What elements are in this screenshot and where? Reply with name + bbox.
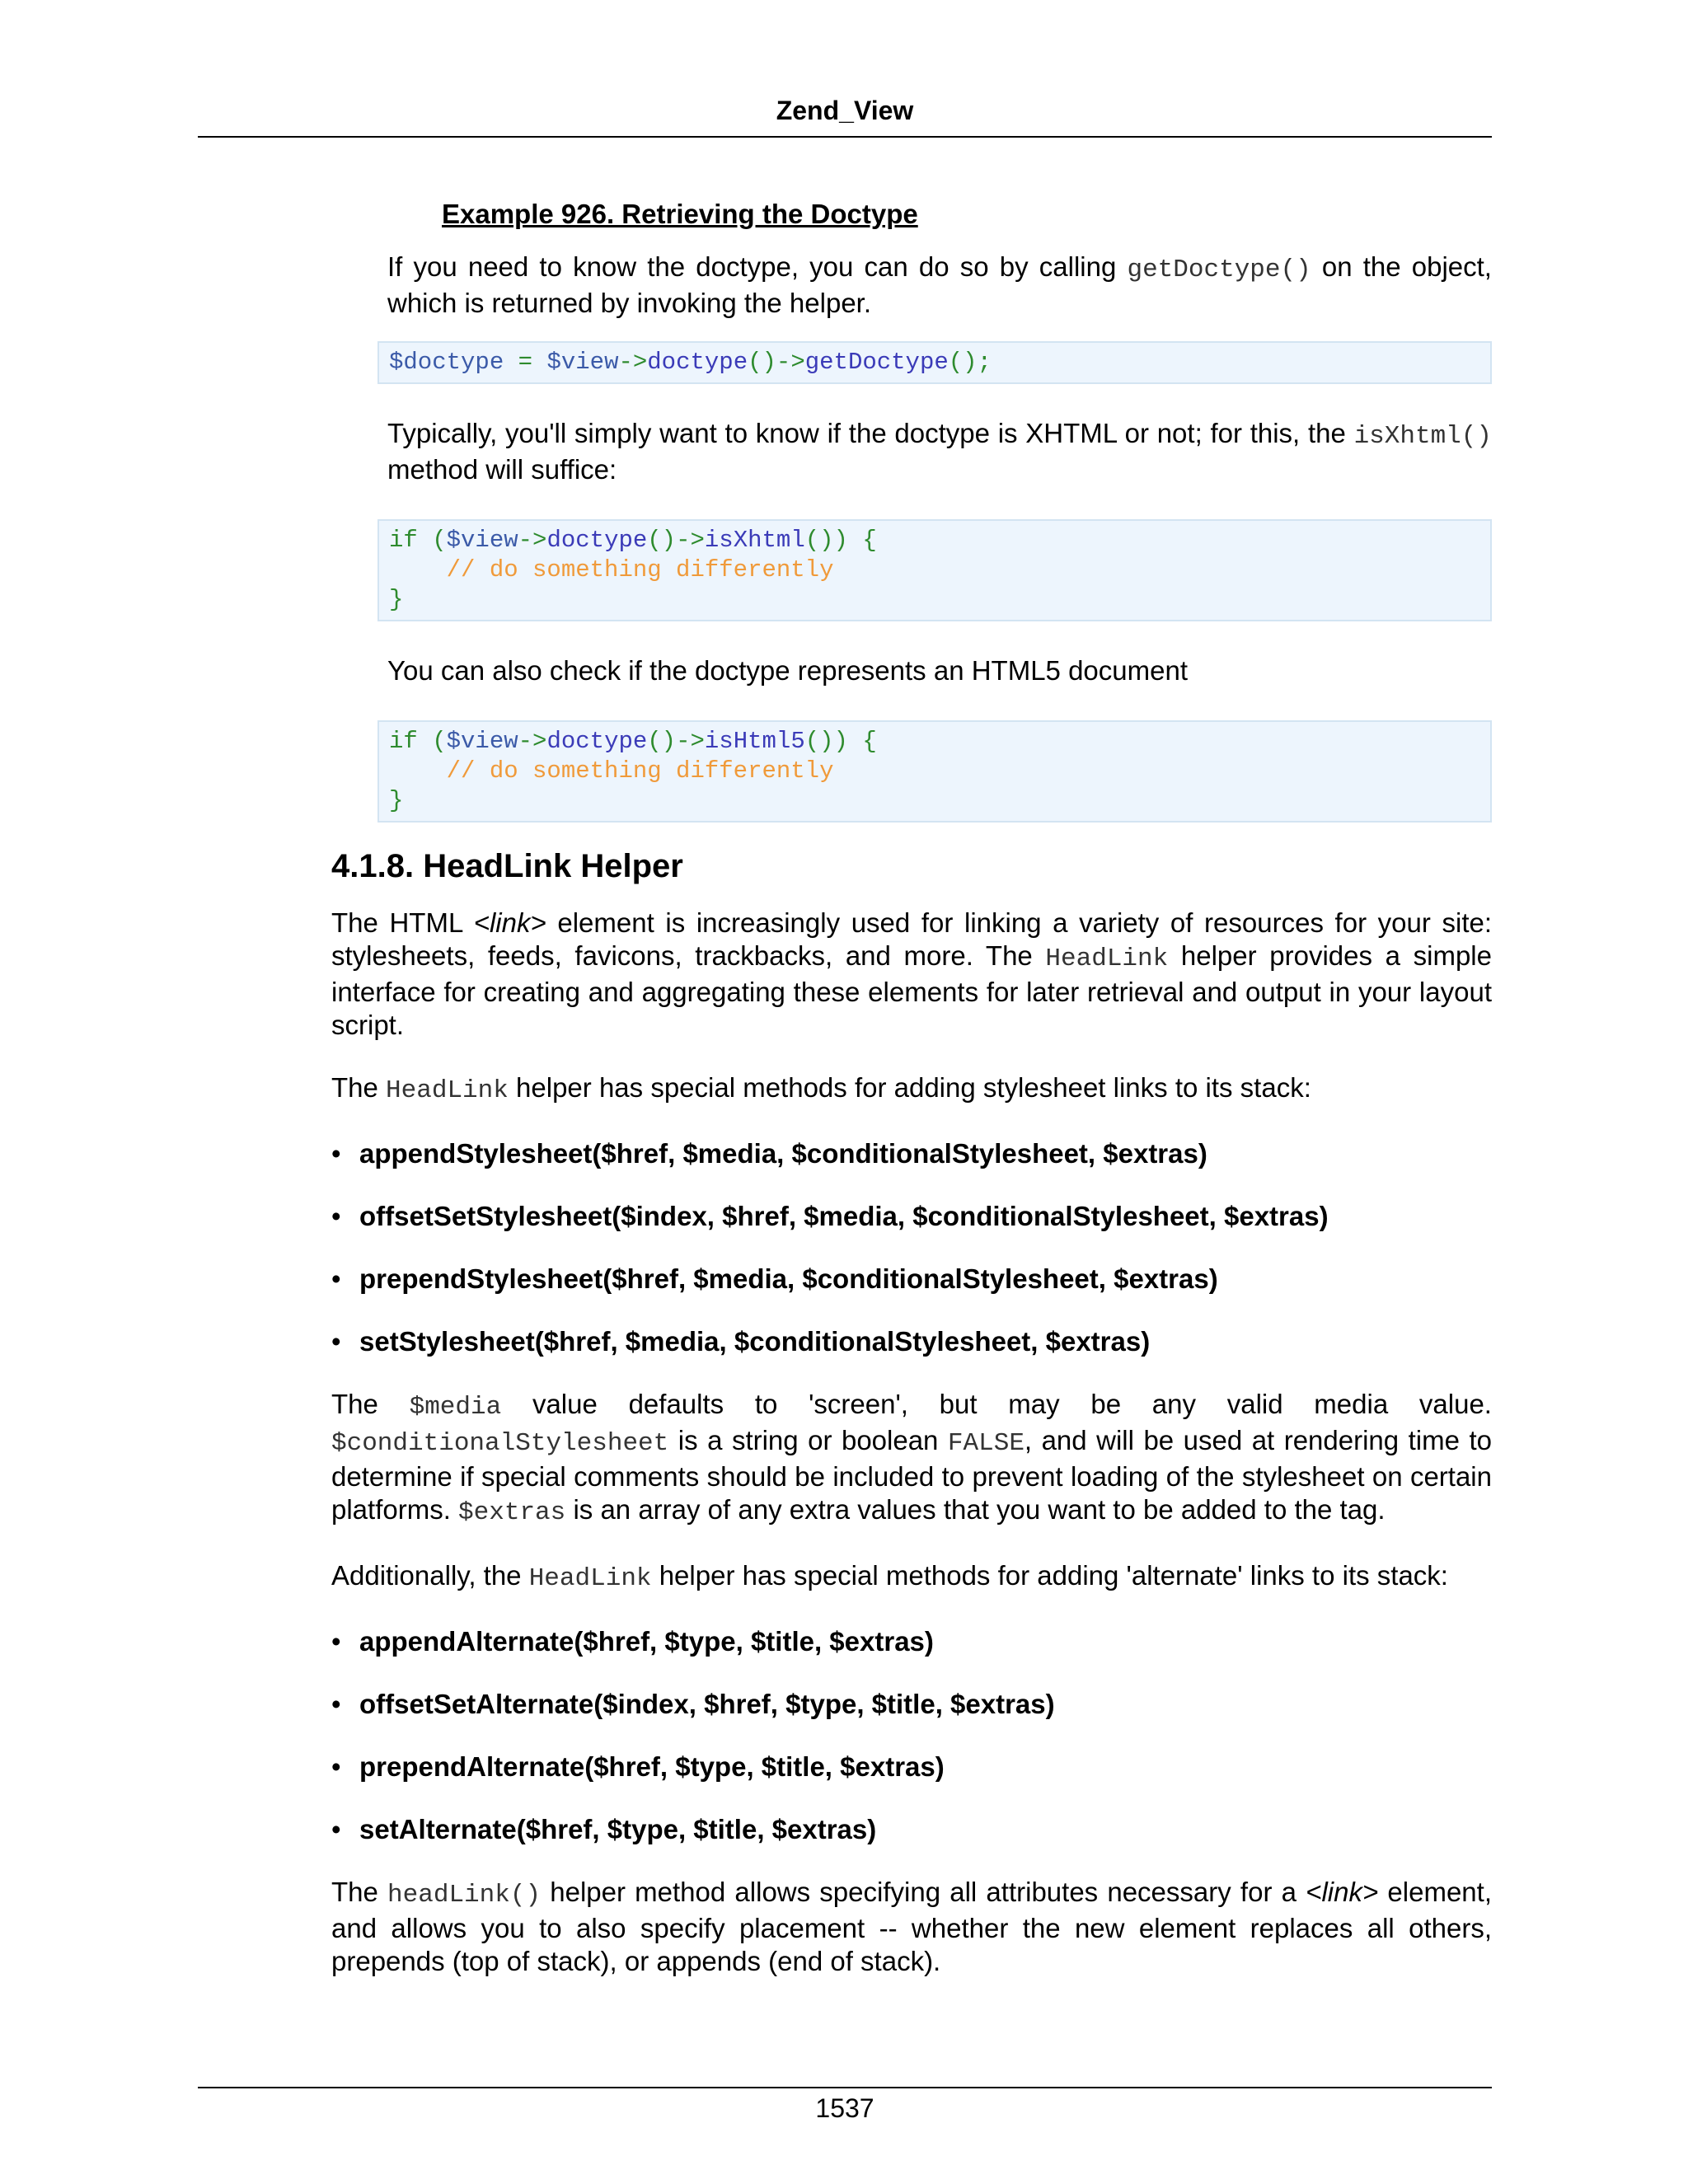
code-comment: // do something differently — [389, 556, 834, 583]
code-token: -> — [776, 349, 805, 376]
list-item: • appendStylesheet($href, $media, $conditionalStylesheet, $extras) — [331, 1137, 1492, 1170]
code-token: $view — [446, 527, 518, 554]
emphasis-link-tag: <link> — [473, 907, 546, 938]
text: helper provides a simple interface for creating and aggregating these elements for later retrieval and output in your layout script. — [331, 940, 1492, 1040]
code-token: getDoctype — [804, 349, 949, 376]
text: Typically, you'll simply want to know if the doctype is XHTML or not; for this, the — [387, 418, 1354, 448]
code-token: $doctype — [389, 349, 504, 376]
code-token: -> — [518, 728, 547, 755]
list-item: • prependStylesheet($href, $media, $conditionalStylesheet, $extras) — [331, 1263, 1492, 1296]
paragraph-get-doctype — [387, 251, 1492, 320]
code-token: doctype — [546, 728, 648, 755]
code-token: -> — [518, 527, 547, 554]
text: on the object, which is returned by invoking the helper. — [387, 251, 1492, 318]
inline-code: headLink() — [387, 1881, 542, 1910]
code-token: () — [647, 728, 677, 755]
code-token: ( — [417, 728, 447, 755]
paragraph-media-description — [331, 1388, 1492, 1530]
text: helper has special methods for adding stylesheet links to its stack: — [508, 1072, 1311, 1103]
list-item: • offsetSetStylesheet($index, $href, $media, $conditionalStylesheet, $extras) — [331, 1200, 1492, 1233]
inline-code: FALSE — [947, 1429, 1025, 1458]
text: method will suffice: — [387, 454, 617, 485]
section-heading: 4.1.8. HeadLink Helper — [331, 848, 683, 884]
code-token: -> — [676, 527, 705, 554]
text: value defaults to 'screen', but may be any valid media value. — [501, 1389, 1492, 1419]
paragraph-html5-check: You can also check if the doctype represents an HTML5 document — [387, 655, 1189, 686]
code-token: isXhtml — [704, 527, 805, 554]
list-item: • offsetSetAlternate($index, $href, $type, $title, $extras) — [331, 1688, 1492, 1721]
text: , and will be used at rendering time to determine if special comments should be included to prevent loading of the stylesheet on certain platforms. — [331, 1425, 1492, 1525]
header-divider — [198, 136, 1492, 138]
code-comment: // do something differently — [389, 757, 834, 785]
text: The — [331, 1072, 387, 1103]
inline-code: HeadLink — [1045, 944, 1169, 973]
inline-code: $media — [409, 1393, 502, 1422]
text: element, and allows you to also specify placement -- whether the new element replaces all others, prepends (top of stack), or appends (end of stack). — [331, 1877, 1492, 1976]
stylesheet-methods-list — [331, 1137, 1492, 1358]
code-token: doctype — [647, 349, 748, 376]
code-block-is-html5 — [377, 720, 1492, 823]
alternate-methods-list — [331, 1625, 1492, 1846]
inline-code: getDoctype() — [1127, 255, 1311, 284]
code-token: ()) { — [804, 728, 877, 755]
code-token: } — [389, 586, 404, 613]
code-token: if — [389, 728, 418, 755]
paragraph-headlink-method — [331, 1876, 1492, 1978]
page-content — [331, 194, 1492, 1978]
list-item: • appendAlternate($href, $type, $title, $extras) — [331, 1625, 1492, 1658]
code-token: = — [504, 349, 547, 376]
code-token: if — [389, 527, 418, 554]
text: The — [331, 1389, 410, 1419]
code-token: doctype — [546, 527, 648, 554]
list-item: • prependAlternate($href, $type, $title, $extras) — [331, 1750, 1492, 1783]
paragraph-alternate-methods-intro — [331, 1559, 1492, 1596]
code-token: (); — [948, 349, 992, 376]
page-number: 1537 — [815, 2093, 874, 2123]
code-block-get-doctype — [377, 341, 1492, 384]
code-token: $view — [446, 728, 518, 755]
text: The — [331, 1877, 388, 1907]
inline-code: isXhtml() — [1353, 422, 1492, 451]
list-item: • setAlternate($href, $type, $title, $extras) — [331, 1813, 1492, 1846]
text: Additionally, the — [331, 1560, 529, 1591]
page-header-title: Zend_View — [776, 96, 914, 125]
code-token: ()) { — [804, 527, 877, 554]
footer-divider — [198, 2087, 1492, 2088]
code-token: () — [647, 527, 677, 554]
code-block-is-xhtml — [377, 519, 1492, 621]
code-token: () — [748, 349, 776, 376]
paragraph-stylesheet-methods-intro — [331, 1071, 1492, 1108]
list-item: • setStylesheet($href, $media, $conditionalStylesheet, $extras) — [331, 1325, 1492, 1358]
code-token: -> — [618, 349, 648, 376]
inline-code: $extras — [458, 1498, 566, 1527]
code-token: -> — [676, 728, 705, 755]
text: helper has special methods for adding 'alternate' links to its stack: — [651, 1560, 1448, 1591]
paragraph-is-xhtml — [387, 417, 1492, 486]
text: element is increasingly used for linking a variety of resources for your site: stylesheets, feeds, favicons, trackbacks, and more. The — [331, 907, 1493, 971]
code-token: $view — [546, 349, 619, 376]
text: The HTML — [331, 907, 474, 938]
text: is a string or boolean — [668, 1425, 948, 1455]
emphasis-link-tag: <link> — [1306, 1877, 1379, 1907]
code-token: } — [389, 787, 404, 814]
paragraph-headlink-intro — [331, 907, 1492, 1042]
text: helper method allows specifying all attributes necessary for a — [541, 1877, 1306, 1907]
inline-code: $conditionalStylesheet — [331, 1429, 669, 1458]
inline-code: HeadLink — [528, 1564, 652, 1593]
code-token: ( — [417, 527, 447, 554]
text: is an array of any extra values that you want to be added to the tag. — [565, 1494, 1386, 1525]
code-token: isHtml5 — [704, 728, 805, 755]
example-title: Example 926. Retrieving the Doctype — [442, 199, 918, 229]
text: If you need to know the doctype, you can do so by calling — [387, 251, 1128, 282]
inline-code: HeadLink — [386, 1076, 509, 1105]
